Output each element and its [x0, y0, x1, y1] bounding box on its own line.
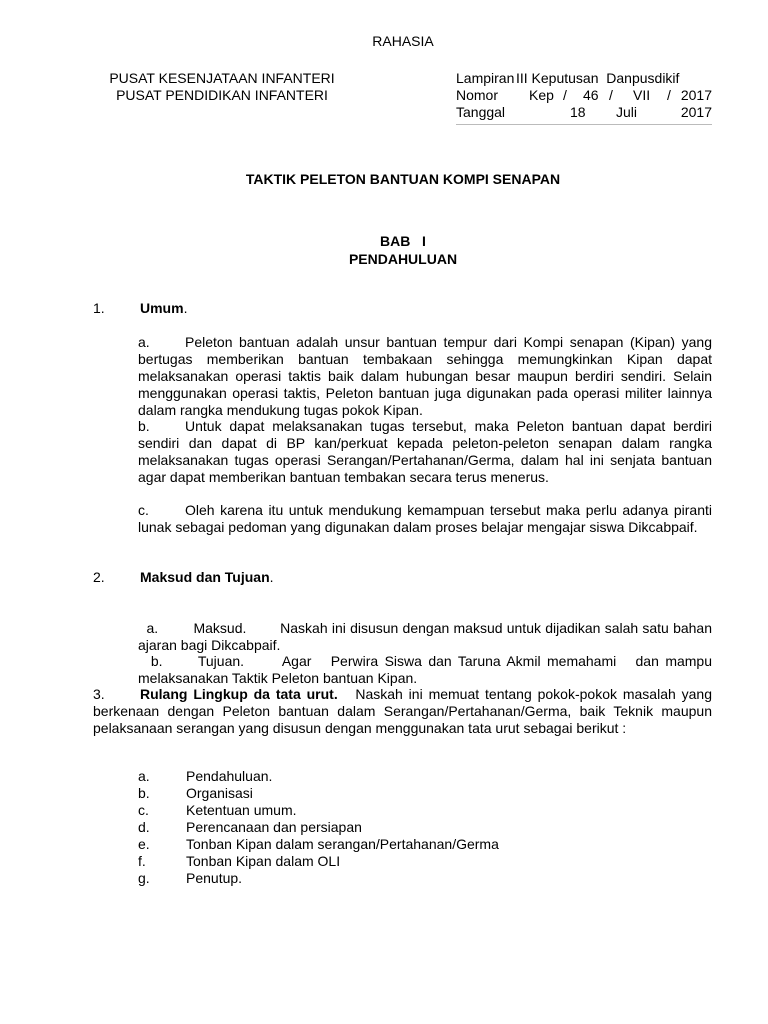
chapter-name: PENDAHULUAN: [348, 251, 458, 267]
paragraph-label: b.: [138, 418, 150, 434]
paragraph-text: Tujuan. Agar Perwira Siswa dan Taruna Akmil memahami dan mampu melaksanakan Taktik Peleton bantuan Kipan.: [138, 653, 720, 686]
list-item: [138, 802, 499, 819]
section-name: Maksud dan Tujuan: [140, 569, 270, 585]
list-item-text: Perencanaan dan persiapan: [186, 819, 362, 835]
list-item-text: Organisasi: [186, 785, 253, 801]
list-item-text: Ketentuan umum.: [186, 802, 297, 818]
paragraph-text: Oleh karena itu untuk mendukung kemampuan tersebut maka perlu adanya piranti lunak sebagai pedoman yang digunakan dalam proses belajar mengajar siswa Dikcabpaif.: [138, 502, 712, 535]
section-1-paragraph-a: [138, 334, 712, 419]
paragraph-label: a.: [138, 334, 150, 350]
tanggal-label: Tanggal: [456, 104, 506, 120]
org-line-2: PUSAT PENDIDIKAN INFANTERI: [116, 87, 328, 103]
classification-label: RAHASIA: [372, 33, 434, 49]
section-number: 2.: [93, 569, 105, 585]
tanggal-month: Juli: [616, 104, 638, 120]
list-item-label: c.: [138, 802, 149, 818]
section-name: Rulang Lingkup da tata urut.: [140, 686, 338, 702]
nomor-sep-3: /: [667, 87, 671, 103]
nomor-number: 46: [583, 87, 599, 103]
list-item-label: f.: [138, 853, 146, 869]
section-2-paragraph-b: [138, 636, 720, 687]
section-suffix: .: [183, 300, 188, 316]
list-item: [138, 870, 499, 887]
document-reference: [456, 70, 712, 125]
nomor-year: 2017: [680, 87, 712, 103]
section-3-outline: [138, 768, 499, 887]
list-item: [138, 853, 499, 870]
tanggal-row: [456, 104, 712, 121]
paragraph-label: c.: [138, 502, 149, 518]
section-1-paragraph-b: [138, 418, 712, 486]
lampiran-label: Lampiran: [456, 70, 515, 86]
document-title: TAKTIK PELETON BANTUAN KOMPI SENAPAN: [245, 171, 561, 187]
issuing-organization: [92, 70, 352, 104]
section-2-heading: [93, 569, 274, 586]
chapter-heading: [0, 232, 768, 268]
list-item-label: a.: [138, 768, 150, 784]
lampiran-row: [456, 70, 712, 87]
paragraph-text: Peleton bantuan adalah unsur bantuan tempur dari Kompi senapan (Kipan) yang bertugas memberikan bantuan tembakaan sehingga memungkinkan Kipan dapat melaksanakan operasi taktis baik dalam hubungan besar maupun berdiri sendiri. Selain menggunakan operasi taktis, Peleton bantuan juga digunakan pada operasi militer lainnya dalam rangka mendukung tugas pokok Kipan.: [138, 334, 712, 418]
nomor-row: [456, 87, 712, 104]
section-1-heading: [93, 300, 187, 317]
section-number: 1.: [93, 300, 105, 316]
list-item: [138, 836, 499, 853]
chapter-number: BAB I: [380, 233, 426, 249]
section-1-paragraph-c: [138, 502, 712, 536]
nomor-sep-1: /: [563, 87, 567, 103]
list-item-text: Tonban Kipan dalam OLI: [186, 853, 341, 869]
list-item: [138, 819, 499, 836]
section-text: Naskah ini memuat tentang pokok-pokok masalah yang berkenaan dengan Peleton bantuan dalam Serangan/Pertahanan/Germa, baik Teknik maupun pelaksanaan serangan yang disusun dengan menggunakan tata urut sebagai berikut :: [93, 686, 712, 736]
section-suffix: .: [269, 569, 274, 585]
nomor-sep-2: /: [609, 87, 613, 103]
paragraph-label: a.: [146, 620, 159, 636]
tanggal-year: 2017: [680, 104, 712, 120]
list-item-label: d.: [138, 819, 150, 835]
list-item: [138, 785, 499, 802]
paragraph-text: Untuk dapat melaksanakan tugas tersebut, maka Peleton bantuan dapat berdiri sendiri dan dapat di BP kan/perkuat kepada peleton-peleton senapan dalam rangka melaksanakan tugas operasi Serangan/Pertahanan/Germa, dalam hal ini senjata bantuan agar dapat memberikan bantuan tembakan secara terus menerus.: [138, 418, 712, 485]
tanggal-day: 18: [570, 104, 586, 120]
section-3-intro: [93, 686, 712, 737]
list-item-text: Penutup.: [186, 870, 243, 886]
header-divider: [456, 124, 712, 125]
paragraph-text: Maksud. Naskah ini disusun dengan maksud untuk dijadikan salah satu bahan ajaran bagi Dikcabpaif.: [138, 620, 716, 653]
lampiran-value: III Keputusan Danpusdikif: [516, 70, 680, 86]
list-item-label: e.: [138, 836, 150, 852]
list-item-label: g.: [138, 870, 150, 886]
list-item: [138, 768, 499, 785]
section-number: 3.: [93, 686, 105, 702]
list-item-text: Tonban Kipan dalam serangan/Pertahanan/Germa: [186, 836, 499, 852]
paragraph-label: b.: [150, 653, 163, 669]
section-name: Umum: [140, 300, 184, 316]
list-item-text: Pendahuluan.: [186, 768, 273, 784]
nomor-label: Nomor: [456, 87, 499, 103]
nomor-kep: Kep: [529, 87, 554, 103]
nomor-month: VII: [633, 87, 651, 103]
list-item-label: b.: [138, 785, 150, 801]
org-line-1: PUSAT KESENJATAAN INFANTERI: [109, 70, 335, 86]
